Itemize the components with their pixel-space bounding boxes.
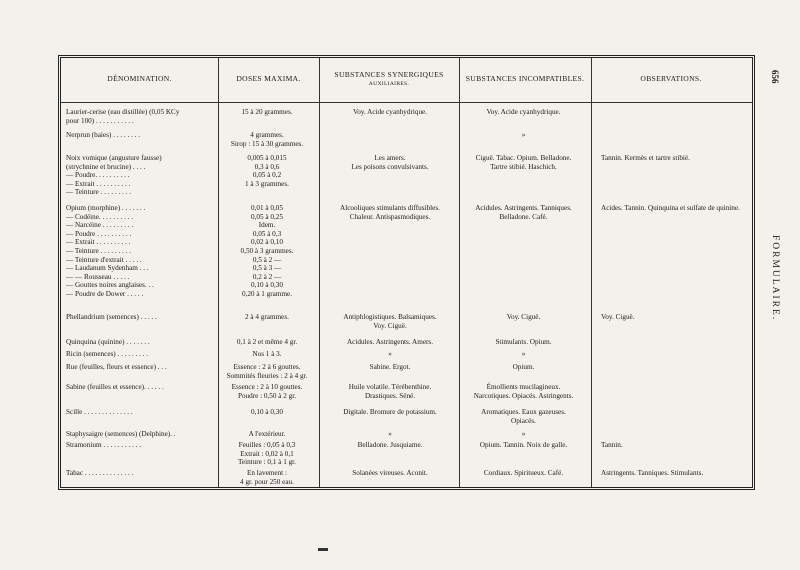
cell-dose bbox=[221, 338, 313, 347]
cell-line: Sabine. Ergot. bbox=[369, 363, 411, 371]
column-divider bbox=[319, 58, 320, 487]
cell-line: 0,2 à 2 — bbox=[252, 272, 282, 281]
cell-line: Sabine (feuilles et essence). . . . . . bbox=[66, 383, 164, 391]
cell-denomination bbox=[66, 408, 216, 417]
cell-line: 0,10 à 0,30 bbox=[251, 281, 283, 290]
cell-line: Poudre : 0,50 à 2 gr. bbox=[237, 391, 297, 400]
cell-line: — Teinture . . . . . . . . . bbox=[66, 188, 132, 197]
header-incompatibles: SUBSTANCES INCOMPATIBLES. bbox=[465, 73, 585, 83]
header-synergiques: SUBSTANCES SYNERGIQUES AUXILIAIRES. bbox=[334, 69, 444, 87]
cell-line: A l'extérieur. bbox=[248, 430, 286, 438]
cell-line: Antiphlogistiques. Balsamiques. bbox=[343, 313, 437, 321]
cell-line: — Extrait . . . . . . . . . . bbox=[66, 179, 131, 188]
cell-line: Solanées vireuses. Aconit. bbox=[352, 469, 428, 477]
cell-line: 0,1 à 2 et même 4 gr. bbox=[236, 338, 298, 346]
cell-line: Noix vomique (angusture fausse) bbox=[66, 154, 162, 162]
cell-denomination bbox=[66, 350, 216, 359]
cell-line: Sommités fleuries : 2 à 4 gr. bbox=[226, 371, 308, 380]
cell-denomination bbox=[66, 441, 216, 450]
header-observations: OBSERVATIONS. bbox=[640, 73, 702, 83]
cell-line: 0,05 à 0,3 bbox=[252, 229, 282, 238]
cell-line: Teinture : 0,1 à 1 gr. bbox=[238, 458, 296, 467]
page-number: 656 bbox=[770, 70, 780, 84]
cell-line: Opium. bbox=[512, 363, 535, 371]
cell-incompatibles bbox=[461, 383, 586, 400]
cell-line: — Teinture d'extrait . . . . . bbox=[66, 255, 142, 264]
cell-line: — Gouttes noires anglaises. . . bbox=[66, 281, 154, 290]
cell-denomination bbox=[66, 313, 216, 322]
cell-line: Opiacés. bbox=[511, 416, 536, 425]
cell-line: » bbox=[388, 430, 392, 438]
cell-dose bbox=[221, 469, 313, 486]
cell-line: En lavement : bbox=[247, 469, 287, 477]
column-divider bbox=[218, 58, 219, 487]
cell-line: Les amers. bbox=[374, 154, 406, 162]
cell-line: Tabac . . . . . . . . . . . . . . bbox=[66, 469, 134, 477]
cell-line: 2 à 4 grammes. bbox=[245, 313, 289, 321]
cell-line: 4 grammes. bbox=[250, 131, 284, 139]
cell-line: Nos 1 à 3. bbox=[252, 350, 282, 358]
cell-dose bbox=[221, 430, 313, 439]
cell-observations bbox=[601, 469, 753, 478]
cell-synergiques bbox=[326, 383, 454, 400]
cell-line: 0,02 à 0,10 bbox=[251, 238, 283, 247]
cell-synergiques bbox=[326, 350, 454, 359]
cell-line: 0,05 à 0,2 bbox=[252, 171, 282, 180]
cell-line: Voy. Ciguë. bbox=[601, 313, 635, 321]
cell-incompatibles bbox=[461, 131, 586, 140]
cell-line: Émollients mucilagineux. bbox=[486, 383, 561, 391]
cell-line: 0,5 à 3 — bbox=[252, 264, 282, 273]
cell-line: 0,005 à 0,015 bbox=[247, 154, 287, 162]
cell-denomination bbox=[66, 363, 216, 372]
cell-line: » bbox=[521, 430, 526, 438]
cell-line: Rue (feuilles, fleurs et essence) . . . bbox=[66, 363, 167, 371]
cell-line: Opium (morphine) . . . . . . . bbox=[66, 204, 146, 212]
cell-line: Astringents. Tanniques. Stimulants. bbox=[601, 469, 704, 477]
cell-denomination bbox=[66, 383, 216, 392]
running-head: FORMULAIRE. bbox=[770, 235, 780, 322]
cell-incompatibles bbox=[461, 363, 586, 372]
cell-line: Chaleur. Antispasmodiques. bbox=[349, 212, 431, 221]
cell-denomination bbox=[66, 131, 216, 140]
cell-incompatibles bbox=[461, 313, 586, 322]
cell-dose bbox=[221, 108, 313, 117]
cell-line: Idem. bbox=[258, 221, 276, 230]
cell-denomination bbox=[66, 108, 216, 125]
cell-line: Acides. Tannin. Quinquina et sulfate de quinine. bbox=[601, 204, 740, 212]
cell-dose bbox=[221, 154, 313, 188]
printer-mark bbox=[318, 548, 328, 551]
cell-line: — Teinture . . . . . . . . . bbox=[66, 246, 132, 255]
cell-incompatibles bbox=[461, 108, 586, 117]
cell-line: Phellandrium (semences) . . . . . bbox=[66, 313, 157, 321]
cell-incompatibles bbox=[461, 408, 586, 425]
cell-line: Ciguë. Tabac. Opium. Belladone. bbox=[475, 154, 572, 162]
cell-line: Voy. Acide cyanhydrique. bbox=[352, 108, 428, 116]
cell-line: 0,20 à 1 gramme. bbox=[241, 289, 293, 298]
cell-line: » bbox=[388, 350, 392, 358]
cell-line: Essence : 2 à 6 gouttes. bbox=[233, 363, 301, 371]
cell-line: Scille . . . . . . . . . . . . . . bbox=[66, 408, 133, 416]
table-frame bbox=[58, 55, 755, 490]
cell-line: — Narcéine . . . . . . . . . bbox=[66, 221, 134, 230]
cell-dose bbox=[221, 363, 313, 380]
cell-dose bbox=[221, 350, 313, 359]
cell-line: (strychnine et brucine) . . . . bbox=[66, 162, 146, 171]
cell-synergiques bbox=[326, 430, 454, 439]
cell-incompatibles bbox=[461, 441, 586, 450]
cell-line: — — Rousseau . . . . . bbox=[66, 272, 130, 281]
cell-line: Digitale. Bromure de potassium. bbox=[343, 408, 437, 416]
cell-synergiques bbox=[326, 408, 454, 417]
cell-dose bbox=[221, 313, 313, 322]
cell-line: » bbox=[521, 131, 526, 139]
cell-line: Stramonium . . . . . . . . . . . bbox=[66, 441, 142, 449]
cell-observations bbox=[601, 154, 753, 163]
cell-line: Nerprun (baies) . . . . . . . . bbox=[66, 131, 141, 139]
cell-synergiques bbox=[326, 363, 454, 372]
cell-line: Narcotiques. Opiacés. Astringents. bbox=[473, 391, 574, 400]
cell-incompatibles bbox=[461, 204, 586, 221]
cell-line: Acidules. Astringents. Tanniques. bbox=[475, 204, 572, 212]
cell-line: Voy. Ciguë. bbox=[506, 313, 541, 321]
cell-line: pour 100) . . . . . . . . . . . bbox=[66, 116, 134, 125]
cell-denomination bbox=[66, 154, 216, 197]
cell-synergiques bbox=[326, 108, 454, 117]
cell-line: Alcooliques stimulants diffusibles. bbox=[340, 204, 440, 212]
cell-synergiques bbox=[326, 204, 454, 221]
cell-line: Sirop : 15 à 30 grammes. bbox=[230, 139, 304, 148]
cell-incompatibles bbox=[461, 154, 586, 171]
cell-denomination bbox=[66, 430, 216, 439]
cell-line: Belladone. Café. bbox=[499, 212, 548, 221]
header-divider bbox=[61, 102, 752, 103]
cell-observations bbox=[601, 313, 753, 322]
cell-line: Feuilles : 0,05 à 0,3 bbox=[238, 441, 296, 449]
cell-line: — Poudre de Dower . . . . . bbox=[66, 289, 144, 298]
cell-denomination bbox=[66, 204, 216, 299]
cell-denomination bbox=[66, 469, 216, 478]
cell-line: Stimulants. Opium. bbox=[495, 338, 552, 346]
cell-line: 4 gr. pour 250 eau. bbox=[240, 477, 294, 486]
cell-line: Staphysaigre (semences) (Delphine). . bbox=[66, 430, 176, 438]
cell-line: 0,01 à 0,05 bbox=[251, 204, 283, 212]
cell-line: — Laudanum Sydenham . . . bbox=[66, 264, 149, 273]
cell-line: Voy. Acide cyanhydrique. bbox=[486, 108, 561, 116]
cell-line: Extrait : 0,02 à 0,1 bbox=[240, 449, 294, 458]
cell-incompatibles bbox=[461, 338, 586, 347]
cell-line: Tannin. Kermès et tartre stibié. bbox=[601, 154, 690, 162]
cell-synergiques bbox=[326, 469, 454, 478]
cell-line: Ricin (semences) . . . . . . . . . bbox=[66, 350, 149, 358]
cell-incompatibles bbox=[461, 430, 586, 439]
cell-line: 0,05 à 0,25 bbox=[251, 212, 283, 221]
cell-incompatibles bbox=[461, 469, 586, 478]
cell-line: Essence : 2 à 10 gouttes. bbox=[231, 383, 303, 391]
cell-synergiques bbox=[326, 338, 454, 347]
cell-dose bbox=[221, 383, 313, 400]
cell-line: Acidules. Astringents. Amers. bbox=[346, 338, 434, 346]
cell-line: 0,3 à 0,6 bbox=[254, 162, 280, 171]
cell-line: Belladone. Jusquiame. bbox=[357, 441, 423, 449]
cell-line: — Extrait . . . . . . . . . . bbox=[66, 238, 131, 247]
cell-line: Voy. Ciguë. bbox=[373, 321, 407, 330]
cell-synergiques bbox=[326, 154, 454, 171]
cell-line: Laurier-cerise (eau distillée) (0,05 KCy bbox=[66, 108, 180, 116]
cell-line: Tannin. bbox=[601, 441, 623, 449]
cell-line: — Poudre. . . . . . . . . . bbox=[66, 171, 130, 180]
cell-line: — Codéine. . . . . . . . . . bbox=[66, 212, 134, 221]
cell-synergiques bbox=[326, 441, 454, 450]
cell-synergiques bbox=[326, 313, 454, 330]
cell-line: 0,5 à 2 — bbox=[252, 255, 282, 264]
cell-dose bbox=[221, 408, 313, 417]
cell-line: 15 à 20 grammes. bbox=[241, 108, 293, 116]
cell-dose bbox=[221, 441, 313, 467]
cell-line: Drastiques. Séné. bbox=[364, 391, 416, 400]
cell-incompatibles bbox=[461, 350, 586, 359]
cell-line: Aromatiques. Eaux gazeuses. bbox=[481, 408, 566, 416]
header-doses: DOSES MAXIMA. bbox=[236, 73, 301, 83]
cell-line: Huile volatile. Térébenthine. bbox=[348, 383, 432, 391]
cell-line: Opium. Tannin. Noix de galle. bbox=[479, 441, 568, 449]
cell-observations bbox=[601, 441, 753, 450]
header-denomination: DÉNOMINATION. bbox=[107, 73, 172, 83]
cell-line: 0,50 à 3 grammes. bbox=[240, 246, 294, 255]
cell-line: Cordiaux. Spiritueux. Café. bbox=[483, 469, 564, 477]
cell-line: 0,10 à 0,30 bbox=[251, 408, 283, 416]
cell-denomination bbox=[66, 338, 216, 347]
cell-dose bbox=[221, 204, 313, 299]
cell-line: Les poisons convulsivants. bbox=[351, 162, 429, 171]
cell-dose bbox=[221, 131, 313, 148]
cell-line: » bbox=[521, 350, 526, 358]
column-divider bbox=[591, 58, 592, 487]
column-divider bbox=[459, 58, 460, 487]
cell-line: Quinquina (quinine) . . . . . . . bbox=[66, 338, 150, 346]
cell-line: Tartre stibié. Haschich. bbox=[490, 162, 557, 171]
cell-line: — Poudre . . . . . . . . . . bbox=[66, 229, 132, 238]
cell-line: 1 à 3 grammes. bbox=[245, 179, 289, 188]
cell-observations bbox=[601, 204, 753, 213]
